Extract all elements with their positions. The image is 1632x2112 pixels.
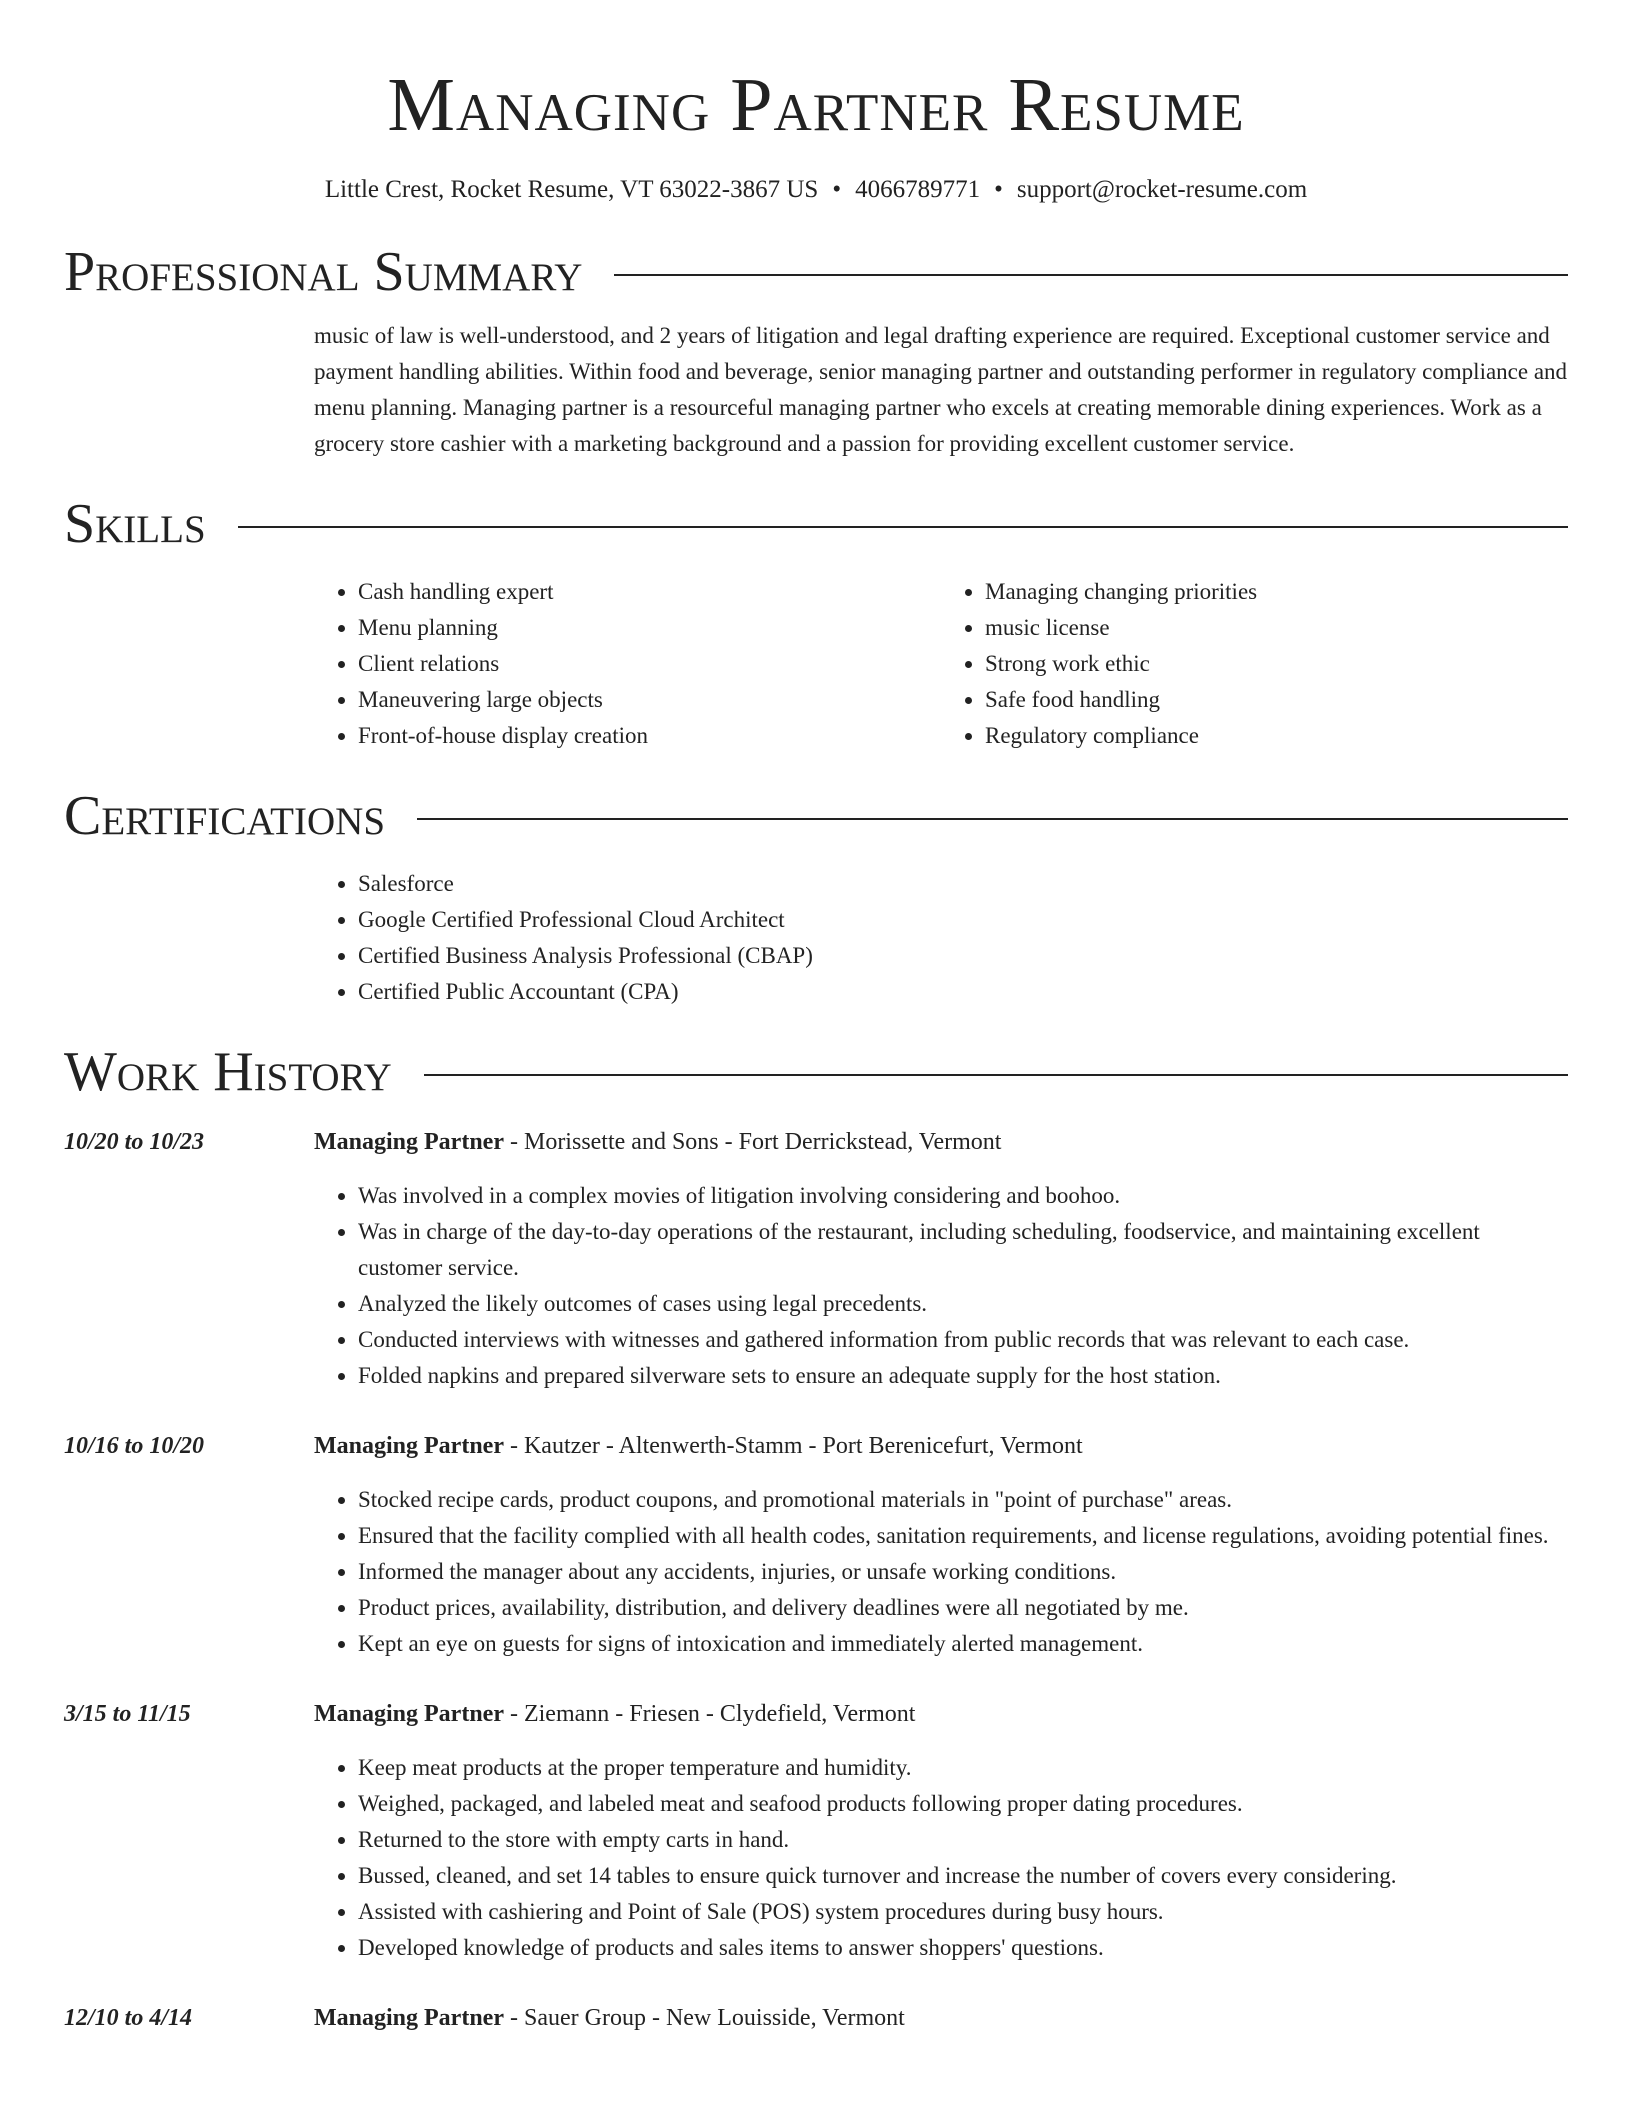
job-title: Managing Partner <box>314 2005 504 2031</box>
resume-title: Managing Partner Resume <box>387 63 1245 147</box>
job-employer: - Sauer Group - New Louisside, Vermont <box>503 2005 905 2031</box>
skill-item: • Maneuvering large objects <box>358 682 941 718</box>
job-bullets <box>314 1482 1568 1662</box>
section-professional-summary <box>64 240 1568 304</box>
job-employer: - Morissette and Sons - Fort Derrickstead, Vermont <box>503 1129 1002 1155</box>
skill-item: • Front-of-house display creation <box>358 718 941 754</box>
job-bullet: • Keep meat products at the proper temperature and humidity. <box>358 1750 1568 1786</box>
section-work-history <box>64 1040 1568 1104</box>
certification-item: • Certified Public Accountant (CPA) <box>358 974 1568 1010</box>
job-entry <box>64 1124 1568 1394</box>
section-heading: Skills <box>64 493 206 555</box>
job-title: Managing Partner <box>314 1129 504 1155</box>
job-bullet: • Bussed, cleaned, and set 14 tables to ensure quick turnover and increase the number of covers every considering. <box>358 1858 1568 1894</box>
job-bullet: • Folded napkins and prepared silverware sets to ensure an adequate supply for the host station. <box>358 1358 1568 1394</box>
certification-item: • Certified Business Analysis Professional (CBAP) <box>358 938 1568 974</box>
section-divider <box>238 526 1568 528</box>
skill-item: • Managing changing priorities <box>985 574 1568 610</box>
job-main <box>314 2000 1568 2036</box>
certification-item: • Google Certified Professional Cloud Architect <box>358 902 1568 938</box>
job-heading <box>314 1428 1568 1464</box>
skill-item: • Cash handling expert <box>358 574 941 610</box>
skill-item: • Client relations <box>358 646 941 682</box>
job-bullet: • Developed knowledge of products and sales items to answer shoppers' questions. <box>358 1930 1568 1966</box>
skill-item: • Regulatory compliance <box>985 718 1568 754</box>
contact-email: support@rocket-resume.com <box>1016 176 1308 203</box>
job-title: Managing Partner <box>314 1701 504 1727</box>
job-bullet: • Was involved in a complex movies of litigation involving considering and boohoo. <box>358 1178 1568 1214</box>
job-bullet: • Returned to the store with empty carts in hand. <box>358 1822 1568 1858</box>
job-entry <box>64 2000 1568 2036</box>
certifications-list <box>314 866 1568 1010</box>
section-heading: Certifications <box>64 785 386 847</box>
job-main <box>314 1124 1568 1394</box>
skill-item: • Safe food handling <box>985 682 1568 718</box>
job-bullet: • Informed the manager about any accidents, injuries, or unsafe working conditions. <box>358 1554 1568 1590</box>
job-employer: - Ziemann - Friesen - Clydefield, Vermont <box>503 1701 916 1727</box>
job-entry <box>64 1696 1568 1966</box>
job-heading <box>314 2000 1568 2036</box>
section-skills <box>64 492 1568 556</box>
job-dates: 3/15 to 11/15 <box>64 1701 191 1727</box>
job-heading <box>314 1696 1568 1732</box>
job-title: Managing Partner <box>314 1433 504 1459</box>
job-heading <box>314 1124 1568 1160</box>
skill-item: • music license <box>985 610 1568 646</box>
job-bullet: • Was in charge of the day-to-day operations of the restaurant, including scheduling, foodservice, and maintaining excellent customer service. <box>358 1214 1568 1286</box>
job-dates: 12/10 to 4/14 <box>64 2005 193 2031</box>
contact-address: Little Crest, Rocket Resume, VT 63022-3867 US <box>324 176 819 203</box>
job-main <box>314 1428 1568 1662</box>
section-heading: Work History <box>64 1041 392 1103</box>
section-divider <box>424 1074 1568 1076</box>
certifications-block <box>314 866 1568 1010</box>
job-bullets <box>314 1178 1568 1394</box>
contact-separator: • <box>994 176 1003 203</box>
skill-item: • Menu planning <box>358 610 941 646</box>
section-certifications <box>64 784 1568 848</box>
job-bullet: • Weighed, packaged, and labeled meat and seafood products following proper dating procedures. <box>358 1786 1568 1822</box>
job-bullets <box>314 1750 1568 1966</box>
section-heading: Professional Summary <box>64 241 583 303</box>
contact-phone: 4066789771 <box>855 176 981 203</box>
job-bullet: • Stocked recipe cards, product coupons, and promotional materials in "point of purchase" areas. <box>358 1482 1568 1518</box>
job-bullet: • Kept an eye on guests for signs of intoxication and immediately alerted management. <box>358 1626 1568 1662</box>
job-bullet: • Assisted with cashiering and Point of Sale (POS) system procedures during busy hours. <box>358 1894 1568 1930</box>
skills-list-left <box>314 574 941 754</box>
skills-list-right <box>941 574 1568 754</box>
job-dates: 10/16 to 10/20 <box>64 1433 205 1459</box>
contact-separator: • <box>832 176 842 203</box>
job-main <box>314 1696 1568 1966</box>
summary-text: music of law is well-understood, and 2 years of litigation and legal drafting experience are required. Exceptional customer service and payment handling abilities. Within food and beverage, senior managing partner and outstanding performer in regulatory compliance and menu planning. Managing partner is a resourceful managing partner who excels at creating memorable dining experiences. Work as a grocery store cashier with a marketing background and a passion for providing excellent customer service. <box>314 323 1568 456</box>
skill-item: • Strong work ethic <box>985 646 1568 682</box>
job-employer: - Kautzer - Altenwerth-Stamm - Port Berenicefurt, Vermont <box>503 1433 1083 1459</box>
certification-item: • Salesforce <box>358 866 1568 902</box>
job-bullet: • Product prices, availability, distribution, and delivery deadlines were all negotiated by me. <box>358 1590 1568 1626</box>
skills-grid <box>314 574 1568 754</box>
job-entry <box>64 1428 1568 1662</box>
contact-line <box>64 174 1568 206</box>
job-dates: 10/20 to 10/23 <box>64 1129 205 1155</box>
section-divider <box>417 818 1568 820</box>
job-bullet: • Ensured that the facility complied with all health codes, sanitation requirements, and license regulations, avoiding potential fines. <box>358 1518 1568 1554</box>
job-bullet: • Conducted interviews with witnesses and gathered information from public records that was relevant to each case. <box>358 1322 1568 1358</box>
job-bullet: • Analyzed the likely outcomes of cases using legal precedents. <box>358 1286 1568 1322</box>
section-divider <box>614 274 1568 276</box>
